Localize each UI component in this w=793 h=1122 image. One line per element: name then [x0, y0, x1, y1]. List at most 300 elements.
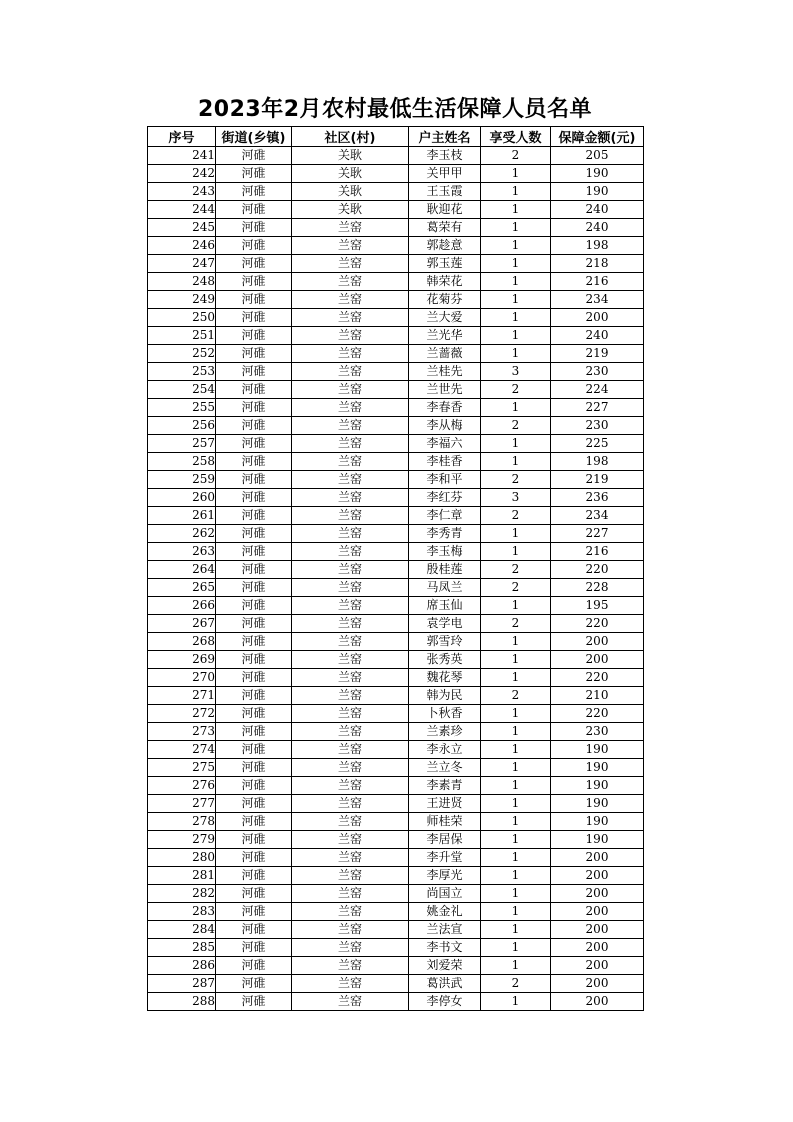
cell-community: 兰窑 [292, 687, 409, 705]
cell-seq: 284 [148, 921, 216, 939]
header-householder-name: 户主姓名 [409, 127, 481, 147]
cell-street: 河碓 [216, 345, 292, 363]
cell-amount: 240 [551, 327, 644, 345]
cell-beneficiary-count: 1 [481, 759, 551, 777]
cell-community: 兰窑 [292, 831, 409, 849]
header-amount: 保障金额(元) [551, 127, 644, 147]
cell-amount: 190 [551, 741, 644, 759]
table-row [148, 147, 644, 165]
table-row [148, 165, 644, 183]
header-seq: 序号 [148, 127, 216, 147]
table-row [148, 705, 644, 723]
cell-seq: 250 [148, 309, 216, 327]
cell-community: 兰窑 [292, 885, 409, 903]
cell-householder-name: 刘爱荣 [409, 957, 481, 975]
cell-householder-name: 李仁章 [409, 507, 481, 525]
cell-seq: 268 [148, 633, 216, 651]
cell-seq: 277 [148, 795, 216, 813]
cell-street: 河碓 [216, 543, 292, 561]
cell-community: 兰窑 [292, 615, 409, 633]
cell-street: 河碓 [216, 309, 292, 327]
table-row [148, 759, 644, 777]
cell-street: 河碓 [216, 705, 292, 723]
cell-community: 关耿 [292, 165, 409, 183]
table-row [148, 345, 644, 363]
cell-beneficiary-count: 1 [481, 597, 551, 615]
table-row [148, 363, 644, 381]
cell-householder-name: 李玉枝 [409, 147, 481, 165]
cell-community: 兰窑 [292, 813, 409, 831]
table-header-row [148, 127, 644, 147]
cell-householder-name: 席玉仙 [409, 597, 481, 615]
cell-householder-name: 韩为民 [409, 687, 481, 705]
cell-beneficiary-count: 1 [481, 723, 551, 741]
cell-seq: 274 [148, 741, 216, 759]
cell-street: 河碓 [216, 993, 292, 1011]
cell-amount: 200 [551, 633, 644, 651]
cell-beneficiary-count: 1 [481, 957, 551, 975]
cell-householder-name: 兰大爱 [409, 309, 481, 327]
cell-seq: 245 [148, 219, 216, 237]
cell-street: 河碓 [216, 489, 292, 507]
table-row [148, 309, 644, 327]
cell-householder-name: 王进贤 [409, 795, 481, 813]
cell-seq: 271 [148, 687, 216, 705]
cell-seq: 282 [148, 885, 216, 903]
cell-street: 河碓 [216, 471, 292, 489]
cell-community: 关耿 [292, 183, 409, 201]
cell-householder-name: 李从梅 [409, 417, 481, 435]
cell-beneficiary-count: 2 [481, 507, 551, 525]
cell-seq: 258 [148, 453, 216, 471]
cell-householder-name: 李停女 [409, 993, 481, 1011]
cell-community: 关耿 [292, 147, 409, 165]
cell-beneficiary-count: 3 [481, 489, 551, 507]
cell-householder-name: 王玉霞 [409, 183, 481, 201]
cell-street: 河碓 [216, 237, 292, 255]
cell-street: 河碓 [216, 507, 292, 525]
cell-householder-name: 李居保 [409, 831, 481, 849]
cell-street: 河碓 [216, 939, 292, 957]
cell-beneficiary-count: 1 [481, 309, 551, 327]
cell-street: 河碓 [216, 183, 292, 201]
cell-householder-name: 李和平 [409, 471, 481, 489]
cell-amount: 228 [551, 579, 644, 597]
cell-amount: 200 [551, 957, 644, 975]
cell-street: 河碓 [216, 417, 292, 435]
cell-street: 河碓 [216, 255, 292, 273]
table-row [148, 543, 644, 561]
cell-community: 兰窑 [292, 705, 409, 723]
cell-householder-name: 李升堂 [409, 849, 481, 867]
cell-beneficiary-count: 2 [481, 471, 551, 489]
table-row [148, 291, 644, 309]
table-row [148, 885, 644, 903]
cell-amount: 227 [551, 399, 644, 417]
cell-community: 兰窑 [292, 975, 409, 993]
cell-street: 河碓 [216, 813, 292, 831]
table-row [148, 687, 644, 705]
cell-householder-name: 郭玉莲 [409, 255, 481, 273]
cell-seq: 244 [148, 201, 216, 219]
cell-householder-name: 葛荣有 [409, 219, 481, 237]
cell-street: 河碓 [216, 687, 292, 705]
cell-community: 兰窑 [292, 633, 409, 651]
cell-amount: 200 [551, 939, 644, 957]
cell-householder-name: 李素青 [409, 777, 481, 795]
table-row [148, 273, 644, 291]
cell-householder-name: 兰立冬 [409, 759, 481, 777]
cell-community: 兰窑 [292, 651, 409, 669]
cell-seq: 264 [148, 561, 216, 579]
table-row [148, 183, 644, 201]
cell-householder-name: 李福六 [409, 435, 481, 453]
cell-beneficiary-count: 1 [481, 525, 551, 543]
cell-beneficiary-count: 1 [481, 273, 551, 291]
cell-street: 河碓 [216, 219, 292, 237]
cell-beneficiary-count: 1 [481, 849, 551, 867]
cell-community: 兰窑 [292, 921, 409, 939]
table-body [148, 147, 644, 1011]
cell-community: 兰窑 [292, 759, 409, 777]
cell-seq: 280 [148, 849, 216, 867]
cell-seq: 283 [148, 903, 216, 921]
table-row [148, 975, 644, 993]
cell-seq: 276 [148, 777, 216, 795]
cell-beneficiary-count: 1 [481, 633, 551, 651]
cell-community: 兰窑 [292, 723, 409, 741]
cell-householder-name: 葛洪武 [409, 975, 481, 993]
table-row [148, 993, 644, 1011]
cell-householder-name: 耿迎花 [409, 201, 481, 219]
cell-street: 河碓 [216, 147, 292, 165]
cell-householder-name: 马凤兰 [409, 579, 481, 597]
table-row [148, 651, 644, 669]
cell-amount: 200 [551, 867, 644, 885]
cell-seq: 267 [148, 615, 216, 633]
table-row [148, 435, 644, 453]
table-row [148, 507, 644, 525]
cell-seq: 257 [148, 435, 216, 453]
cell-beneficiary-count: 1 [481, 255, 551, 273]
cell-community: 兰窑 [292, 795, 409, 813]
cell-seq: 273 [148, 723, 216, 741]
table-row [148, 417, 644, 435]
cell-beneficiary-count: 1 [481, 651, 551, 669]
cell-beneficiary-count: 1 [481, 219, 551, 237]
table-row [148, 579, 644, 597]
cell-householder-name: 李桂香 [409, 453, 481, 471]
cell-amount: 198 [551, 237, 644, 255]
cell-street: 河碓 [216, 885, 292, 903]
cell-street: 河碓 [216, 795, 292, 813]
cell-householder-name: 郭趁意 [409, 237, 481, 255]
cell-street: 河碓 [216, 525, 292, 543]
cell-householder-name: 师桂荣 [409, 813, 481, 831]
cell-beneficiary-count: 2 [481, 381, 551, 399]
table-row [148, 255, 644, 273]
cell-beneficiary-count: 1 [481, 795, 551, 813]
cell-street: 河碓 [216, 957, 292, 975]
cell-street: 河碓 [216, 921, 292, 939]
cell-street: 河碓 [216, 759, 292, 777]
cell-beneficiary-count: 1 [481, 813, 551, 831]
cell-seq: 254 [148, 381, 216, 399]
table-row [148, 669, 644, 687]
cell-community: 兰窑 [292, 309, 409, 327]
cell-beneficiary-count: 1 [481, 741, 551, 759]
cell-street: 河碓 [216, 867, 292, 885]
cell-seq: 246 [148, 237, 216, 255]
cell-householder-name: 兰法宣 [409, 921, 481, 939]
cell-amount: 210 [551, 687, 644, 705]
cell-street: 河碓 [216, 651, 292, 669]
cell-amount: 220 [551, 561, 644, 579]
cell-seq: 262 [148, 525, 216, 543]
cell-community: 兰窑 [292, 291, 409, 309]
cell-seq: 288 [148, 993, 216, 1011]
table-row [148, 831, 644, 849]
table-row [148, 525, 644, 543]
cell-seq: 275 [148, 759, 216, 777]
cell-beneficiary-count: 2 [481, 687, 551, 705]
cell-community: 兰窑 [292, 525, 409, 543]
cell-street: 河碓 [216, 903, 292, 921]
cell-amount: 230 [551, 417, 644, 435]
table-row [148, 939, 644, 957]
cell-street: 河碓 [216, 381, 292, 399]
cell-street: 河碓 [216, 849, 292, 867]
cell-amount: 234 [551, 507, 644, 525]
cell-amount: 200 [551, 975, 644, 993]
cell-community: 兰窑 [292, 741, 409, 759]
cell-seq: 255 [148, 399, 216, 417]
cell-community: 兰窑 [292, 597, 409, 615]
cell-street: 河碓 [216, 615, 292, 633]
table-row [148, 867, 644, 885]
cell-seq: 263 [148, 543, 216, 561]
cell-community: 兰窑 [292, 453, 409, 471]
cell-amount: 220 [551, 615, 644, 633]
cell-beneficiary-count: 1 [481, 183, 551, 201]
cell-community: 兰窑 [292, 435, 409, 453]
cell-beneficiary-count: 1 [481, 669, 551, 687]
header-community: 社区(村) [292, 127, 409, 147]
cell-amount: 200 [551, 885, 644, 903]
table-row [148, 615, 644, 633]
table-row [148, 957, 644, 975]
cell-householder-name: 李红芬 [409, 489, 481, 507]
cell-seq: 270 [148, 669, 216, 687]
cell-beneficiary-count: 1 [481, 885, 551, 903]
cell-street: 河碓 [216, 669, 292, 687]
table-row [148, 903, 644, 921]
cell-beneficiary-count: 1 [481, 399, 551, 417]
cell-seq: 260 [148, 489, 216, 507]
cell-householder-name: 兰世先 [409, 381, 481, 399]
cell-beneficiary-count: 1 [481, 921, 551, 939]
cell-beneficiary-count: 1 [481, 435, 551, 453]
cell-householder-name: 郭雪玲 [409, 633, 481, 651]
cell-beneficiary-count: 1 [481, 345, 551, 363]
table-row [148, 813, 644, 831]
cell-seq: 261 [148, 507, 216, 525]
cell-householder-name: 李永立 [409, 741, 481, 759]
cell-seq: 251 [148, 327, 216, 345]
cell-community: 兰窑 [292, 543, 409, 561]
cell-beneficiary-count: 1 [481, 939, 551, 957]
table-row [148, 723, 644, 741]
cell-community: 兰窑 [292, 939, 409, 957]
cell-amount: 227 [551, 525, 644, 543]
cell-amount: 200 [551, 651, 644, 669]
header-street: 街道(乡镇) [216, 127, 292, 147]
cell-householder-name: 李春香 [409, 399, 481, 417]
cell-seq: 285 [148, 939, 216, 957]
cell-beneficiary-count: 1 [481, 903, 551, 921]
cell-amount: 190 [551, 183, 644, 201]
cell-street: 河碓 [216, 831, 292, 849]
cell-seq: 272 [148, 705, 216, 723]
table-row [148, 597, 644, 615]
cell-amount: 219 [551, 345, 644, 363]
cell-amount: 190 [551, 759, 644, 777]
cell-beneficiary-count: 1 [481, 867, 551, 885]
table-row [148, 471, 644, 489]
table-row [148, 561, 644, 579]
cell-amount: 200 [551, 309, 644, 327]
cell-seq: 253 [148, 363, 216, 381]
cell-street: 河碓 [216, 363, 292, 381]
cell-seq: 265 [148, 579, 216, 597]
cell-amount: 205 [551, 147, 644, 165]
cell-amount: 219 [551, 471, 644, 489]
cell-amount: 195 [551, 597, 644, 615]
cell-householder-name: 花菊芬 [409, 291, 481, 309]
cell-community: 兰窑 [292, 219, 409, 237]
recipient-table [147, 126, 644, 1011]
cell-amount: 220 [551, 705, 644, 723]
table-row [148, 777, 644, 795]
cell-beneficiary-count: 1 [481, 327, 551, 345]
cell-beneficiary-count: 1 [481, 777, 551, 795]
cell-amount: 198 [551, 453, 644, 471]
cell-beneficiary-count: 1 [481, 201, 551, 219]
cell-beneficiary-count: 3 [481, 363, 551, 381]
cell-community: 兰窑 [292, 669, 409, 687]
cell-seq: 269 [148, 651, 216, 669]
cell-amount: 190 [551, 165, 644, 183]
cell-amount: 240 [551, 219, 644, 237]
cell-community: 兰窑 [292, 993, 409, 1011]
cell-amount: 200 [551, 849, 644, 867]
cell-street: 河碓 [216, 741, 292, 759]
cell-street: 河碓 [216, 327, 292, 345]
cell-community: 兰窑 [292, 345, 409, 363]
cell-beneficiary-count: 2 [481, 579, 551, 597]
cell-beneficiary-count: 2 [481, 147, 551, 165]
cell-seq: 241 [148, 147, 216, 165]
cell-beneficiary-count: 2 [481, 561, 551, 579]
cell-seq: 247 [148, 255, 216, 273]
cell-seq: 242 [148, 165, 216, 183]
cell-amount: 236 [551, 489, 644, 507]
cell-community: 关耿 [292, 201, 409, 219]
cell-householder-name: 关甲甲 [409, 165, 481, 183]
table-row [148, 201, 644, 219]
table-row [148, 849, 644, 867]
cell-seq: 266 [148, 597, 216, 615]
cell-beneficiary-count: 1 [481, 831, 551, 849]
cell-community: 兰窑 [292, 399, 409, 417]
table-row [148, 921, 644, 939]
cell-street: 河碓 [216, 165, 292, 183]
cell-amount: 225 [551, 435, 644, 453]
cell-householder-name: 殷桂莲 [409, 561, 481, 579]
header-beneficiary-count: 享受人数 [481, 127, 551, 147]
cell-beneficiary-count: 2 [481, 417, 551, 435]
cell-beneficiary-count: 2 [481, 615, 551, 633]
cell-householder-name: 李书文 [409, 939, 481, 957]
cell-amount: 240 [551, 201, 644, 219]
cell-seq: 279 [148, 831, 216, 849]
cell-community: 兰窑 [292, 363, 409, 381]
cell-community: 兰窑 [292, 903, 409, 921]
cell-community: 兰窑 [292, 471, 409, 489]
cell-amount: 224 [551, 381, 644, 399]
cell-seq: 287 [148, 975, 216, 993]
cell-community: 兰窑 [292, 237, 409, 255]
cell-householder-name: 兰桂先 [409, 363, 481, 381]
table-row [148, 453, 644, 471]
cell-householder-name: 袁学电 [409, 615, 481, 633]
cell-community: 兰窑 [292, 507, 409, 525]
cell-amount: 200 [551, 921, 644, 939]
cell-street: 河碓 [216, 597, 292, 615]
cell-community: 兰窑 [292, 867, 409, 885]
cell-householder-name: 兰光华 [409, 327, 481, 345]
cell-amount: 234 [551, 291, 644, 309]
cell-amount: 200 [551, 903, 644, 921]
cell-beneficiary-count: 1 [481, 237, 551, 255]
table-row [148, 741, 644, 759]
cell-street: 河碓 [216, 453, 292, 471]
cell-street: 河碓 [216, 975, 292, 993]
cell-seq: 256 [148, 417, 216, 435]
cell-street: 河碓 [216, 561, 292, 579]
cell-community: 兰窑 [292, 489, 409, 507]
cell-street: 河碓 [216, 777, 292, 795]
cell-amount: 190 [551, 831, 644, 849]
cell-community: 兰窑 [292, 255, 409, 273]
cell-street: 河碓 [216, 579, 292, 597]
cell-seq: 286 [148, 957, 216, 975]
cell-householder-name: 姚金礼 [409, 903, 481, 921]
cell-householder-name: 兰蔷薇 [409, 345, 481, 363]
table-row [148, 381, 644, 399]
cell-amount: 216 [551, 273, 644, 291]
cell-community: 兰窑 [292, 849, 409, 867]
cell-community: 兰窑 [292, 273, 409, 291]
cell-community: 兰窑 [292, 381, 409, 399]
cell-seq: 259 [148, 471, 216, 489]
cell-community: 兰窑 [292, 327, 409, 345]
cell-amount: 200 [551, 993, 644, 1011]
cell-amount: 190 [551, 813, 644, 831]
cell-street: 河碓 [216, 723, 292, 741]
table-row [148, 237, 644, 255]
cell-seq: 278 [148, 813, 216, 831]
